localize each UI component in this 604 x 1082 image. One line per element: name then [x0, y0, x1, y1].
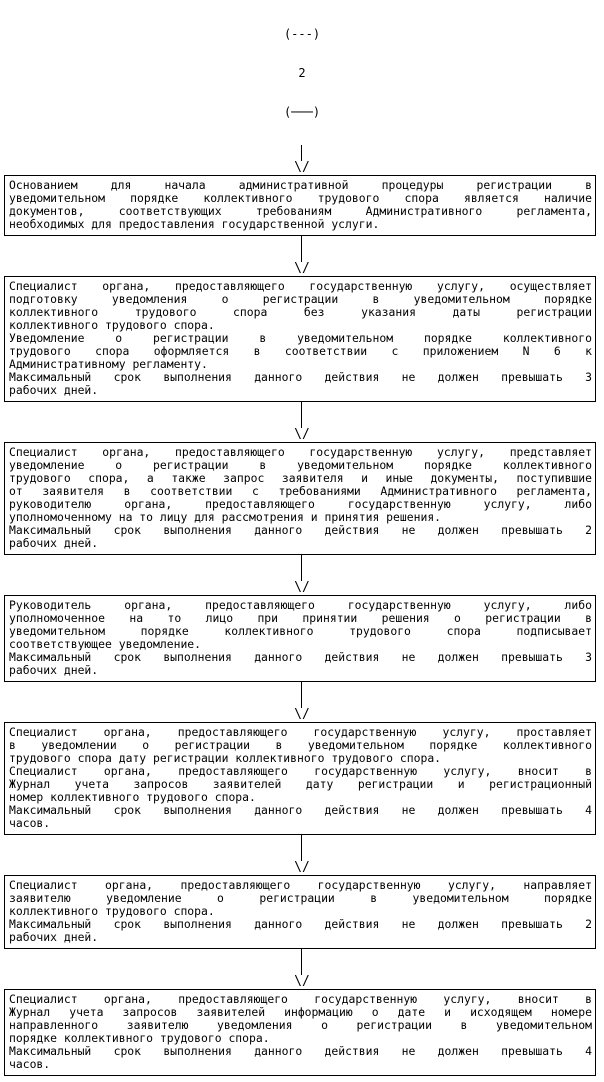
step-line: трудового спора оформляется в соответствии с приложением N 6 к [9, 344, 592, 358]
step-line: часов. [9, 1057, 51, 1071]
step-line: уведомительном порядке коллективного трудового спора является наличие [9, 191, 592, 205]
step-line: уведомительном порядке коллективного трудового спора подписывает [9, 624, 592, 638]
step-line: часов. [9, 816, 51, 830]
step-line: Максимальный срок выполнения данного действия не должен превышать 4 [9, 1044, 592, 1058]
step-line: коллективного трудового спора без указания даты регистрации [9, 305, 592, 319]
step-line: номер коллективного трудового спора. [9, 790, 256, 804]
arrow-stem [301, 682, 302, 708]
flow-arrow [293, 949, 311, 989]
step-box-4 [4, 595, 596, 682]
step-line: подготовку уведомления о регистрации в уведомительном порядке [9, 292, 592, 306]
step-text [9, 879, 592, 944]
flow-arrow [293, 555, 311, 595]
arrow-stem [301, 402, 302, 428]
step-line: Специалист органа, предоставляющего государственную услугу, направляет [9, 878, 592, 892]
step-line: Максимальный срок выполнения данного действия не должен превышать 3 [9, 370, 592, 384]
step-line: уведомление о регистрации в уведомительном порядке коллективного [9, 458, 592, 472]
step-line: уполномоченное на то лицо при принятии решения о регистрации в [9, 611, 592, 625]
step-line: коллективного трудового спора. [9, 318, 215, 332]
step-line: Специалист органа, предоставляющего государственную услугу, вносит в [9, 992, 592, 1006]
arrow-down-icon: \/ [294, 707, 310, 722]
step-line: рабочих дней. [9, 383, 99, 397]
arrow-stem [301, 949, 302, 975]
step-line: Уведомление о регистрации в уведомительном порядке коллективного [9, 331, 592, 345]
arrow-down-icon: \/ [294, 974, 310, 989]
step-text [9, 726, 592, 830]
step-line: Максимальный срок выполнения данного действия не должен превышать 3 [9, 650, 592, 664]
step-line: рабочих дней. [9, 663, 99, 677]
step-line: направленного заявителю уведомления о регистрации в уведомительном [9, 1018, 592, 1032]
step-line: рабочих дней. [9, 930, 99, 944]
step-box-3 [4, 442, 596, 555]
step-line: соответствующее уведомление. [9, 637, 202, 651]
step-line: от заявителя в соответствии с требованиями Административного регламента, [9, 484, 592, 498]
step-line: руководителю органа, предоставляющего государственную услугу, либо [9, 497, 592, 511]
step-text [9, 599, 592, 677]
flow-arrow [293, 682, 311, 722]
arrow-down-icon: \/ [294, 860, 310, 875]
start-node-bottom: (───) [283, 105, 321, 119]
arrow-down-icon: \/ [294, 427, 310, 442]
arrow-down-icon: \/ [294, 160, 310, 175]
arrow-stem [301, 236, 302, 262]
step-line: документов, соответствующих требованиям Административного регламента, [9, 204, 592, 218]
step-line: в уведомлении о регистрации в уведомительном порядке коллективного [9, 738, 592, 752]
step-line: Журнал учета запросов заявителей дату регистрации и регистрационный [9, 777, 592, 791]
step-line: порядке коллективного трудового спора. [9, 1031, 270, 1045]
step-box-1 [4, 175, 596, 236]
start-node [278, 2, 326, 145]
step-box-5 [4, 722, 596, 835]
step-line: Специалист органа, предоставляющего государственную услугу, осуществляет [9, 279, 592, 293]
arrow-stem [301, 835, 302, 861]
start-node-top: (---) [283, 27, 321, 41]
step-text [9, 446, 592, 550]
start-node-label: 2 [298, 66, 306, 80]
step-line: заявителю уведомление о регистрации в уведомительном порядке [9, 891, 592, 905]
step-line: Основанием для начала административной процедуры регистрации в [9, 178, 592, 192]
step-line: Специалист органа, предоставляющего государственную услугу, проставляет [9, 725, 592, 739]
step-line: необходимых для предоставления государственной услуги. [9, 217, 380, 231]
flow-arrow [293, 236, 311, 276]
step-line: Журнал учета запросов заявителей информацию о дате и исходящем номере [9, 1005, 592, 1019]
flow-arrow [293, 835, 311, 875]
step-line: Максимальный срок выполнения данного действия не должен превышать 4 [9, 803, 592, 817]
step-line: трудового спора дату регистрации коллективного трудового спора. [9, 751, 442, 765]
step-line: уполномоченному на то лицу для рассмотрения и принятия решения. [9, 510, 442, 524]
step-line: рабочих дней. [9, 536, 99, 550]
step-line: Специалист органа, предоставляющего государственную услугу, вносит в [9, 764, 592, 778]
flow-arrow [293, 145, 311, 175]
step-text [9, 280, 592, 397]
step-text [9, 179, 592, 231]
step-line: коллективного трудового спора. [9, 904, 215, 918]
arrow-stem [301, 555, 302, 581]
arrow-down-icon: \/ [294, 261, 310, 276]
step-box-6 [4, 875, 596, 949]
flow-arrow [293, 402, 311, 442]
arrow-down-icon: \/ [294, 580, 310, 595]
step-box-7 [4, 989, 596, 1076]
step-line: Руководитель органа, предоставляющего государственную услугу, либо [9, 598, 592, 612]
step-line: Максимальный срок выполнения данного действия не должен превышать 2 [9, 523, 592, 537]
step-line: трудового спора, а также запрос заявителя и иные документы, поступившие [9, 471, 592, 485]
step-line: Административному регламенту. [9, 357, 208, 371]
arrow-stem [301, 145, 302, 161]
step-line: Специалист органа, предоставляющего государственную услугу, представляет [9, 445, 592, 459]
step-box-2 [4, 276, 596, 402]
step-line: Максимальный срок выполнения данного действия не должен превышать 2 [9, 917, 592, 931]
